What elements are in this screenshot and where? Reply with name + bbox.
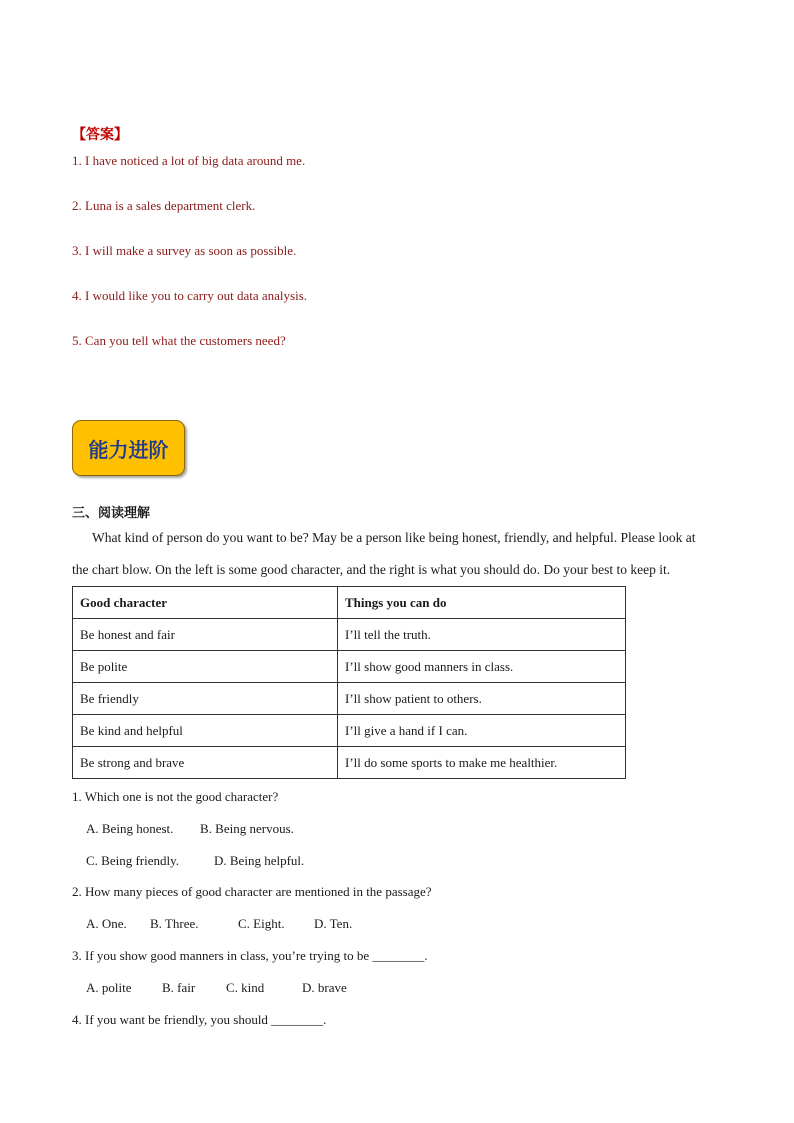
question-option: D. Ten.: [314, 916, 353, 931]
table-row: [73, 747, 626, 779]
question-option: C. Being friendly.: [86, 853, 180, 868]
question-stem: 2. How many pieces of good character are mentioned in the passage?: [72, 884, 432, 899]
question-option: B. Being nervous.: [200, 821, 294, 836]
question-option: A. polite: [86, 980, 132, 995]
question-option: A. Being honest.: [86, 821, 174, 836]
table-cell: Be friendly: [73, 683, 338, 715]
table-cell: Be strong and brave: [73, 747, 338, 779]
table-row: [73, 683, 626, 715]
table-row: [73, 715, 626, 747]
question-option: B. fair: [162, 980, 196, 995]
table-cell: I’ll tell the truth.: [338, 619, 626, 651]
table-cell: I’ll do some sports to make me healthier.: [338, 747, 626, 779]
table-cell: Be polite: [73, 651, 338, 683]
table-row: [73, 651, 626, 683]
level-badge-label: 能力进阶: [88, 437, 169, 462]
table-header-row: [73, 587, 626, 619]
question-option: D. Being helpful.: [214, 853, 305, 868]
question-option: D. brave: [302, 980, 347, 995]
question-stem: 3. If you show good manners in class, you’re trying to be ________.: [72, 948, 428, 963]
table-cell: I’ll show good manners in class.: [338, 651, 626, 683]
level-badge: [72, 420, 185, 476]
table-cell: I’ll show patient to others.: [338, 683, 626, 715]
table-cell: Be honest and fair: [73, 619, 338, 651]
passage-line: the chart blow. On the left is some good character, and the right is what you should do. Do your best to keep it.: [72, 562, 671, 577]
question-option: C. kind: [226, 980, 265, 995]
answer-item: 4. I would like you to carry out data analysis.: [72, 288, 308, 303]
table-cell: Be kind and helpful: [73, 715, 338, 747]
table-row: [73, 619, 626, 651]
answer-heading: 【答案】: [72, 127, 128, 143]
character-table: [72, 586, 626, 779]
answer-item: 1. I have noticed a lot of big data around me.: [72, 153, 306, 168]
answer-item: 2. Luna is a sales department clerk.: [72, 198, 256, 213]
table-cell: I’ll give a hand if I can.: [338, 715, 626, 747]
question-option: C. Eight.: [238, 916, 285, 931]
question-stem: 4. If you want be friendly, you should ________.: [72, 1012, 327, 1027]
table-header-cell: Good character: [73, 587, 338, 619]
answer-item: 3. I will make a survey as soon as possible.: [72, 243, 297, 258]
passage-line: What kind of person do you want to be? May be a person like being honest, friendly, and helpful. Please look at: [92, 530, 696, 545]
section-title: 三、阅读理解: [72, 506, 151, 521]
question-option: B. Three.: [150, 916, 199, 931]
answer-item: 5. Can you tell what the customers need?: [72, 333, 286, 348]
question-stem: 1. Which one is not the good character?: [72, 789, 279, 804]
table-header-cell: Things you can do: [338, 587, 626, 619]
question-option: A. One.: [86, 916, 127, 931]
